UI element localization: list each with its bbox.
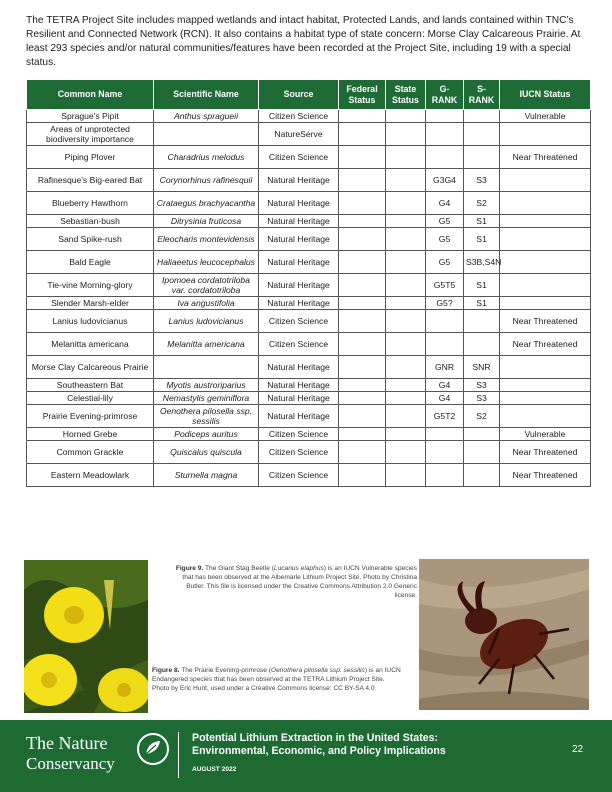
table-cell — [464, 123, 500, 146]
table-cell — [339, 110, 386, 123]
table-cell: Natural Heritage — [259, 215, 339, 228]
table-cell: Morse Clay Calcareous Prairie — [27, 356, 154, 379]
table-cell: S1 — [464, 215, 500, 228]
figure-9-label: Figure 9. — [175, 565, 204, 572]
table-cell — [386, 310, 426, 333]
table-cell — [154, 123, 259, 146]
table-cell — [464, 146, 500, 169]
report-date: AUGUST 2022 — [192, 766, 237, 773]
table-cell: G4 — [426, 192, 464, 215]
table-cell — [339, 192, 386, 215]
figure-8-species: Oenothera pilosella ssp. sessilis — [270, 667, 365, 674]
table-cell — [339, 169, 386, 192]
table-cell: S1 — [464, 297, 500, 310]
table-cell: NatureServe — [259, 123, 339, 146]
header-row — [27, 80, 591, 110]
column-header: Common Name — [27, 80, 154, 110]
table-row — [27, 228, 591, 251]
table-cell: Natural Heritage — [259, 251, 339, 274]
table-cell: Horned Grebe — [27, 428, 154, 441]
table-cell: Near Threatened — [500, 441, 591, 464]
report-title-line-2: Environmental, Economic, and Policy Implications — [192, 745, 446, 757]
table-cell: Melanitta americana — [154, 333, 259, 356]
table-cell: Sprague's Pipit — [27, 110, 154, 123]
table-cell: S3B,S4N — [464, 251, 500, 274]
figure-8-text-after: ) is an IUCN Endangered species that has been observed at the TETRA Lithium Project Site. Photo by Eric Hunt, used under a Creative Commons license: CC BY-SA 4.0 — [152, 667, 401, 692]
column-header: Federal Status — [339, 80, 386, 110]
table-cell — [426, 428, 464, 441]
table-cell — [386, 123, 426, 146]
table-cell — [339, 356, 386, 379]
table-cell: G5 — [426, 215, 464, 228]
table-cell — [500, 169, 591, 192]
report-title — [192, 732, 492, 758]
table-cell: Piping Plover — [27, 146, 154, 169]
table-cell — [500, 405, 591, 428]
table-cell: Common Grackle — [27, 441, 154, 464]
figure-9-text-after: ) is an IUCN Vulnerable species that has been observed at the Albemarle Lithium Project Site. Photo by Christina Butler. This file is licensed under the Creative Commons Attribution 2.0 Generic license. — [182, 565, 417, 599]
table-cell — [339, 333, 386, 356]
table-cell: Crataegus brachyacantha — [154, 192, 259, 215]
table-cell — [339, 392, 386, 405]
table-row — [27, 428, 591, 441]
table-cell: Near Threatened — [500, 333, 591, 356]
table-cell — [339, 251, 386, 274]
table-cell — [386, 464, 426, 487]
table-cell: Sand Spike-rush — [27, 228, 154, 251]
evening-primrose-photo — [24, 560, 148, 713]
table-cell — [500, 192, 591, 215]
table-cell: G5T5 — [426, 274, 464, 297]
table-cell — [339, 428, 386, 441]
table-row — [27, 405, 591, 428]
table-row — [27, 251, 591, 274]
table-cell: Lanius ludovicianus — [154, 310, 259, 333]
table-row — [27, 310, 591, 333]
table-cell: S3 — [464, 392, 500, 405]
table-cell — [386, 274, 426, 297]
table-cell — [154, 356, 259, 379]
table-cell: Blueberry Hawthorn — [27, 192, 154, 215]
table-cell: S2 — [464, 405, 500, 428]
table-cell: G5 — [426, 228, 464, 251]
table-cell — [339, 123, 386, 146]
table-cell: Charadrius melodus — [154, 146, 259, 169]
table-cell: Citizen Science — [259, 428, 339, 441]
table-cell — [386, 441, 426, 464]
table-cell — [386, 379, 426, 392]
table-cell: Near Threatened — [500, 146, 591, 169]
table-cell: Natural Heritage — [259, 169, 339, 192]
table-cell: Ipomoea cordatotriloba var. cordatotriloba — [154, 274, 259, 297]
table-cell: Citizen Science — [259, 464, 339, 487]
table-cell: G4 — [426, 392, 464, 405]
table-cell: Citizen Science — [259, 441, 339, 464]
table-cell: S1 — [464, 228, 500, 251]
table-cell: GNR — [426, 356, 464, 379]
table-cell: Natural Heritage — [259, 379, 339, 392]
table-row — [27, 274, 591, 297]
table-cell: G4 — [426, 379, 464, 392]
table-cell: Lanius ludovicianus — [27, 310, 154, 333]
table-cell — [339, 464, 386, 487]
table-row — [27, 297, 591, 310]
table-cell — [386, 356, 426, 379]
figure-9-text-before: The Giant Stag Beetle ( — [203, 565, 274, 572]
table-cell: Citizen Science — [259, 333, 339, 356]
table-row — [27, 379, 591, 392]
table-cell: G3G4 — [426, 169, 464, 192]
table-cell — [386, 392, 426, 405]
table-cell: S3 — [464, 169, 500, 192]
table-cell — [339, 441, 386, 464]
table-cell: G5T2 — [426, 405, 464, 428]
column-header: State Status — [386, 80, 426, 110]
footer — [0, 720, 612, 792]
table-cell — [426, 464, 464, 487]
table-cell: Sebastian-bush — [27, 215, 154, 228]
table-cell — [500, 123, 591, 146]
table-cell: SNR — [464, 356, 500, 379]
table-cell — [500, 215, 591, 228]
table-body — [27, 110, 591, 487]
stag-beetle-photo — [419, 559, 589, 710]
table-cell — [339, 228, 386, 251]
table-cell: Citizen Science — [259, 146, 339, 169]
logo-line-2: Conservancy — [26, 754, 115, 773]
table-row — [27, 215, 591, 228]
table-cell: S2 — [464, 192, 500, 215]
table-cell — [426, 146, 464, 169]
figure-9-caption — [172, 564, 417, 600]
table-cell: Natural Heritage — [259, 192, 339, 215]
table-cell — [386, 110, 426, 123]
table-cell: Eastern Meadowlark — [27, 464, 154, 487]
column-header: S-RANK — [464, 80, 500, 110]
table-cell: Areas of unprotected biodiversity importance — [27, 123, 154, 146]
table-cell: S3 — [464, 379, 500, 392]
table-cell — [386, 428, 426, 441]
table-cell — [500, 297, 591, 310]
table-cell — [500, 274, 591, 297]
table-cell: Near Threatened — [500, 310, 591, 333]
tnc-logo[interactable] — [26, 730, 166, 778]
figure-8-label: Figure 8. — [152, 667, 180, 674]
table-cell: Prairie Evening-primrose — [27, 405, 154, 428]
table-cell — [339, 405, 386, 428]
table-row — [27, 392, 591, 405]
table-header — [27, 80, 591, 110]
table-cell: Slender Marsh-elder — [27, 297, 154, 310]
table-cell: Vulnerable — [500, 428, 591, 441]
table-cell: Quiscalus quiscula — [154, 441, 259, 464]
table-cell — [386, 192, 426, 215]
table-cell: Myotis austroriparius — [154, 379, 259, 392]
table-cell: Near Threatened — [500, 464, 591, 487]
table-cell — [500, 392, 591, 405]
table-cell — [386, 251, 426, 274]
table-cell: G5? — [426, 297, 464, 310]
table-cell — [386, 169, 426, 192]
table-cell — [339, 146, 386, 169]
table-row — [27, 356, 591, 379]
table-cell — [464, 110, 500, 123]
figure-8-caption — [152, 666, 402, 693]
table-cell: Natural Heritage — [259, 228, 339, 251]
table-cell — [339, 274, 386, 297]
figure-9-species: Lucanus elaphus — [273, 565, 324, 572]
table-cell — [339, 215, 386, 228]
logo-line-1: The Nature — [26, 733, 108, 753]
table-cell: Eleocharis montevidensis — [154, 228, 259, 251]
table-row — [27, 333, 591, 356]
table-cell — [426, 333, 464, 356]
table-cell — [426, 310, 464, 333]
table-row — [27, 192, 591, 215]
table-cell: Nemastylis geminiflora — [154, 392, 259, 405]
table-row — [27, 441, 591, 464]
table-cell: S1 — [464, 274, 500, 297]
table-cell: Citizen Science — [259, 110, 339, 123]
table-cell: Bald Eagle — [27, 251, 154, 274]
table-cell — [500, 379, 591, 392]
table-cell: Natural Heritage — [259, 405, 339, 428]
table-cell — [386, 297, 426, 310]
table-cell — [426, 441, 464, 464]
table-cell: Ditrysinia fruticosa — [154, 215, 259, 228]
table-cell: G5 — [426, 251, 464, 274]
table-cell — [426, 110, 464, 123]
table-cell — [464, 464, 500, 487]
table-cell: Natural Heritage — [259, 297, 339, 310]
table-cell: Anthus spragueii — [154, 110, 259, 123]
column-header: G-RANK — [426, 80, 464, 110]
table-cell — [386, 333, 426, 356]
table-cell: Sturnella magna — [154, 464, 259, 487]
table-row — [27, 169, 591, 192]
table-cell — [339, 379, 386, 392]
table-cell — [386, 228, 426, 251]
table-cell — [464, 310, 500, 333]
column-header: IUCN Status — [500, 80, 591, 110]
table-row — [27, 146, 591, 169]
table-cell: Corynorhinus rafinesquii — [154, 169, 259, 192]
table-cell: Natural Heritage — [259, 392, 339, 405]
table-cell: Podiceps auritus — [154, 428, 259, 441]
leaf-globe-icon — [136, 732, 170, 766]
table-cell: Citizen Science — [259, 310, 339, 333]
table-cell — [500, 228, 591, 251]
report-title-line-1: Potential Lithium Extraction in the United States: — [192, 732, 439, 744]
column-header: Scientific Name — [154, 80, 259, 110]
table-row — [27, 110, 591, 123]
table-cell — [386, 146, 426, 169]
table-row — [27, 123, 591, 146]
column-header: Source — [259, 80, 339, 110]
table-row — [27, 464, 591, 487]
species-table — [26, 79, 591, 487]
table-cell: Tie-vine Morning-glory — [27, 274, 154, 297]
table-cell — [464, 441, 500, 464]
table-cell: Vulnerable — [500, 110, 591, 123]
table-cell: Natural Heritage — [259, 274, 339, 297]
table-cell: Southeastern Bat — [27, 379, 154, 392]
table-cell: Iva angustifolia — [154, 297, 259, 310]
table-cell — [386, 215, 426, 228]
table-cell — [339, 310, 386, 333]
intro-paragraph: The TETRA Project Site includes mapped wetlands and intact habitat, Protected Lands, and lands contained within TNC’s Resilient and Connected Network (RCN). It also contains a habitat type of state concern: Morse Clay Calcareous Prairie. At least 293 species and/or natural communities/features have been recorded at the Project Site, including 19 with a special status. — [26, 15, 581, 68]
table-cell: Oenothera pilosella ssp. sessilis — [154, 405, 259, 428]
table-cell: Haliaeetus leucocephalus — [154, 251, 259, 274]
table-cell — [500, 251, 591, 274]
figure-8-text-before: The Prairie Evening-primrose ( — [179, 667, 271, 674]
table-cell — [464, 333, 500, 356]
table-cell: Natural Heritage — [259, 356, 339, 379]
table-cell — [339, 297, 386, 310]
table-cell — [500, 356, 591, 379]
table-cell: Celestial-lily — [27, 392, 154, 405]
footer-divider — [178, 732, 179, 778]
table-cell — [386, 405, 426, 428]
page-number: 22 — [572, 744, 584, 755]
table-cell: Rafinesque's Big-eared Bat — [27, 169, 154, 192]
table-cell — [426, 123, 464, 146]
table-cell — [464, 428, 500, 441]
table-cell: Melanitta americana — [27, 333, 154, 356]
